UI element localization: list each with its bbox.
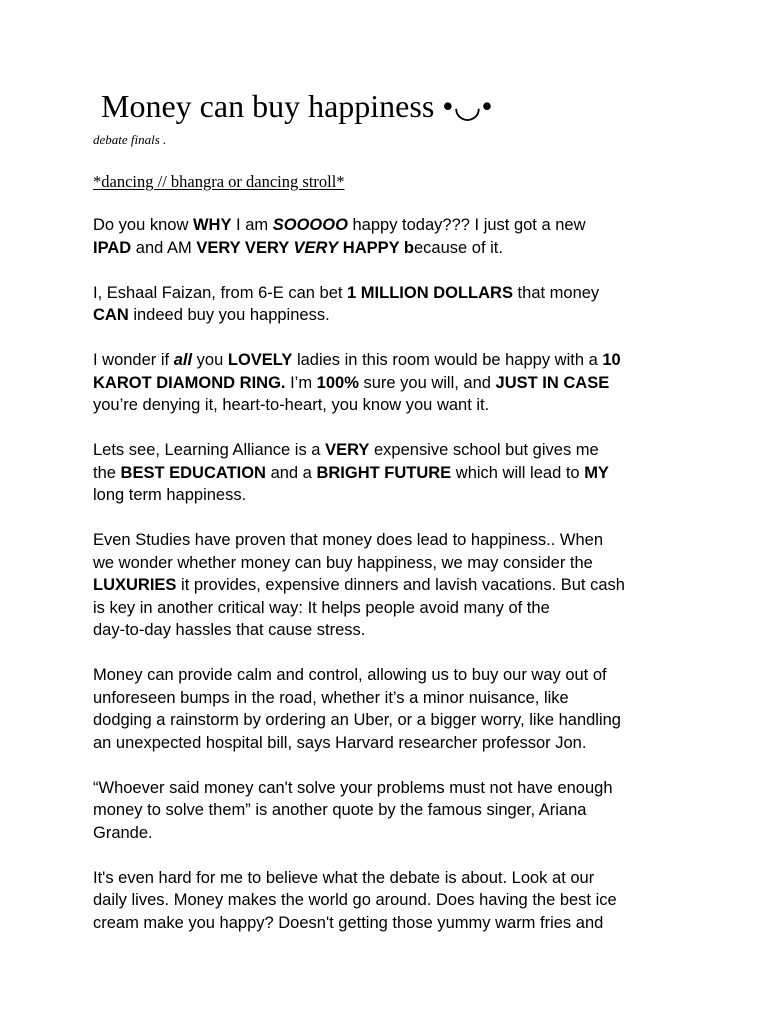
paragraph-line: [93, 889, 688, 912]
paragraph-line: [93, 349, 688, 372]
paragraph-line: [93, 552, 688, 575]
speech-body: [93, 214, 688, 957]
text-run: Do you know: [93, 216, 193, 234]
text-run: it provides, expensive dinners and lavish vacations. But cash: [176, 576, 625, 594]
paragraph-line: [93, 912, 688, 935]
paragraph-line: [93, 372, 688, 395]
speech-paragraph: [93, 282, 688, 327]
text-run: cream make you happy? Doesn't getting those yummy warm fries and: [93, 913, 604, 932]
text-run: SOOOOO: [272, 216, 348, 234]
text-run: VERY VERY: [196, 238, 294, 257]
paragraph-line: [93, 394, 688, 417]
paragraph-line: [93, 687, 688, 710]
text-run: you: [192, 351, 228, 369]
paragraph-line: [93, 574, 688, 597]
text-run: MY: [584, 463, 609, 482]
text-run: “Whoever said money can't solve your problems must not have enough: [93, 778, 613, 797]
text-run: 1 MILLION DOLLARS: [347, 283, 513, 302]
text-run: expensive school but gives me: [369, 441, 599, 459]
paragraph-line: [93, 237, 688, 260]
paragraph-line: [93, 822, 688, 845]
text-run: HAPPY b: [338, 238, 414, 257]
paragraph-line: [93, 484, 688, 507]
paragraph-line: [93, 799, 688, 822]
paragraph-line: [93, 777, 688, 800]
text-run: BEST EDUCATION: [120, 463, 266, 482]
text-run: WHY: [192, 216, 232, 234]
text-run: JUST IN CASE: [495, 373, 610, 392]
text-run: sure you will, and: [358, 373, 496, 392]
text-run: Money can provide calm and control, allowing us to buy our way out of: [93, 666, 607, 684]
text-run: Even Studies have proven that money does lead to happiness.. When: [93, 531, 603, 549]
text-run: KAROT DIAMOND RING.: [93, 373, 286, 392]
text-run: which will lead to: [451, 463, 585, 482]
paragraph-line: [93, 732, 688, 755]
text-run: you’re denying it, heart-to-heart, you know you want it.: [93, 396, 490, 414]
paragraph-line: [93, 462, 688, 485]
text-run: ecause of it.: [413, 238, 503, 257]
text-run: VERY: [293, 238, 339, 257]
speech-paragraph: [93, 439, 688, 507]
paragraph-line: [93, 214, 688, 237]
text-run: indeed buy you happiness.: [128, 306, 330, 324]
text-run: IPAD: [93, 238, 132, 257]
text-run: BRIGHT FUTURE: [316, 463, 452, 482]
paragraph-line: [93, 664, 688, 687]
text-run: LUXURIES: [93, 576, 177, 594]
text-run: and a: [265, 463, 317, 482]
paragraph-line: [93, 619, 688, 642]
text-run: Lets see, Learning Alliance is a: [93, 441, 326, 459]
text-run: It's even hard for me to believe what the debate is about. Look at our: [93, 868, 595, 887]
text-run: is key in another critical way: It helps people avoid many of the: [93, 598, 550, 617]
speech-paragraph: [93, 529, 688, 642]
text-run: an unexpected hospital bill, says Harvard researcher professor Jon.: [93, 733, 587, 752]
paragraph-line: [93, 304, 688, 327]
text-run: LOVELY: [227, 351, 293, 369]
paragraph-line: [93, 529, 688, 552]
text-run: I am: [231, 216, 273, 234]
text-run: I wonder if: [93, 351, 174, 369]
document-subtitle: debate finals .: [93, 132, 167, 147]
text-run: that money: [512, 283, 600, 302]
text-run: money to solve them” is another quote by the famous singer, Ariana: [93, 801, 587, 819]
text-run: CAN: [93, 306, 129, 324]
paragraph-line: [93, 709, 688, 732]
speech-paragraph: [93, 664, 688, 754]
text-run: long term happiness.: [93, 486, 247, 504]
text-run: ladies in this room would be happy with a: [292, 351, 603, 369]
text-run: I, Eshaal Faizan, from 6-E can bet: [93, 283, 348, 302]
text-run: I’m: [285, 373, 317, 392]
text-run: Grande.: [93, 823, 153, 842]
speech-paragraph: [93, 777, 688, 845]
text-run: VERY: [325, 441, 370, 459]
paragraph-line: [93, 439, 688, 462]
stage-direction: *dancing // bhangra or dancing stroll*: [93, 172, 345, 191]
text-run: 100%: [316, 373, 359, 392]
text-run: we wonder whether money can buy happiness, we may consider the: [93, 553, 593, 572]
speech-paragraph: [93, 214, 688, 259]
speech-paragraph: [93, 867, 688, 935]
paragraph-line: [93, 282, 688, 305]
speech-paragraph: [93, 349, 688, 417]
text-run: day-to-day hassles that cause stress.: [93, 621, 366, 639]
text-run: the: [93, 463, 121, 482]
document-title: Money can buy happiness •◡•: [101, 88, 493, 124]
paragraph-line: [93, 597, 688, 620]
text-run: 10: [602, 351, 621, 369]
text-run: and AM: [131, 238, 197, 257]
text-run: dodging a rainstorm by ordering an Uber, or a bigger worry, like handling: [93, 711, 621, 729]
text-run: all: [173, 351, 193, 369]
text-run: daily lives. Money makes the world go around. Does having the best ice: [93, 891, 617, 909]
text-run: happy today??? I just got a new: [347, 216, 586, 234]
paragraph-line: [93, 867, 688, 890]
text-run: unforeseen bumps in the road, whether it’s a minor nuisance, like: [93, 688, 569, 707]
